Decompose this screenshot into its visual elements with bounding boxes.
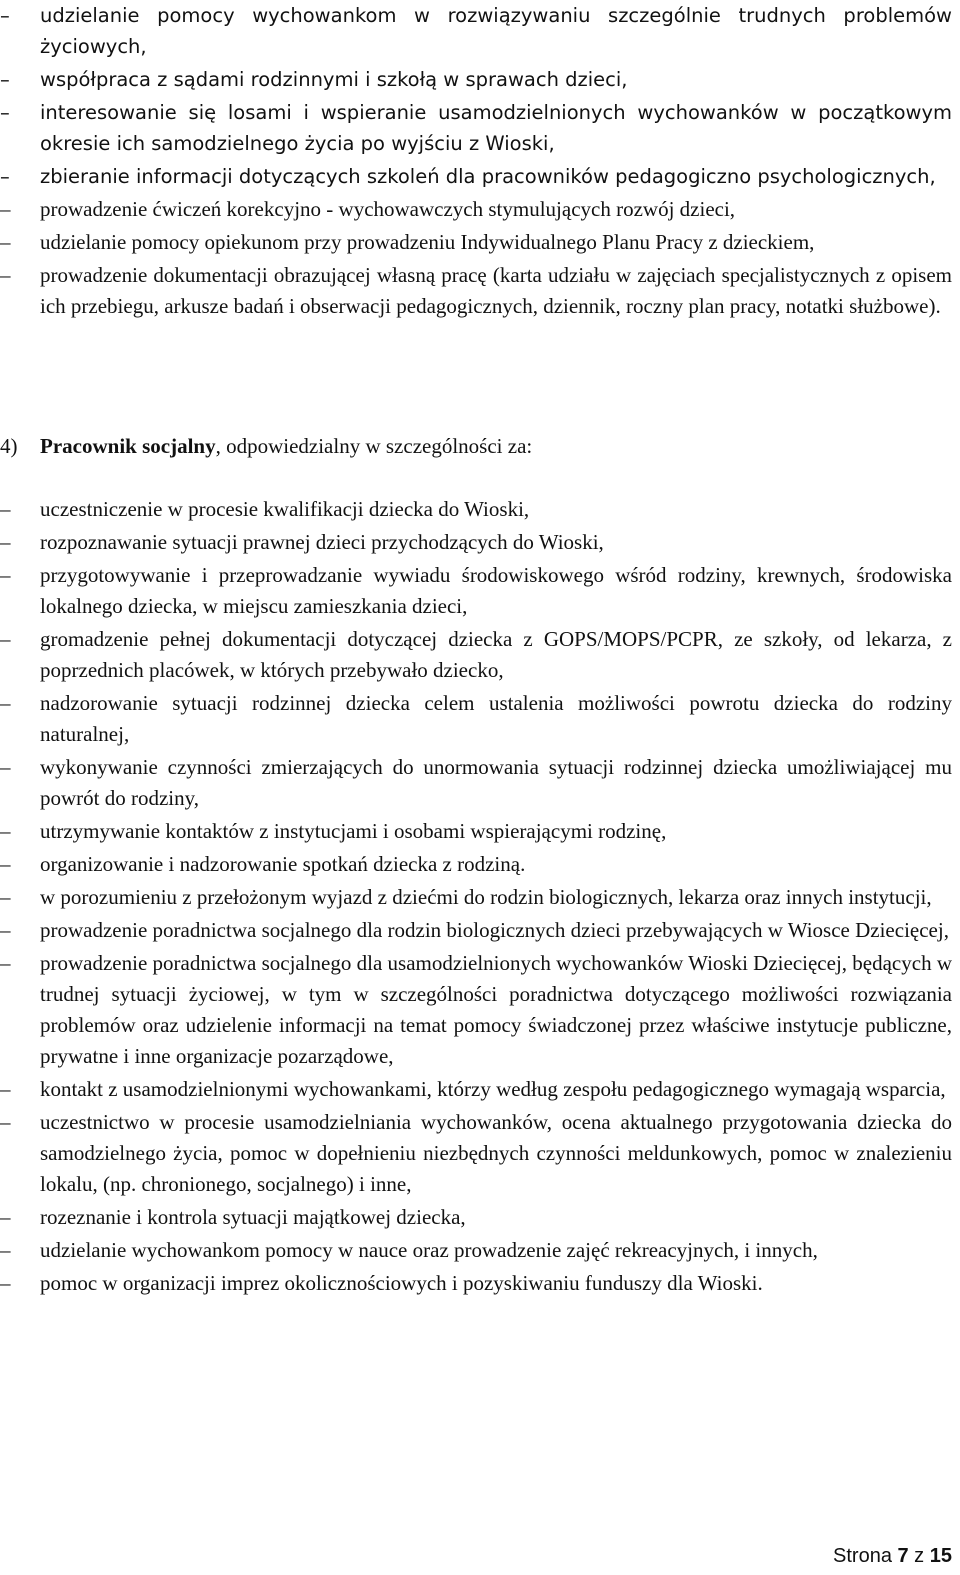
list-item-text: gromadzenie pełnej dokumentacji dotyczącej dziecka z GOPS/MOPS/PCPR, ze szkoły, od lekarza, z poprzednich placówek, w których przebywało dziecko, bbox=[40, 627, 952, 682]
list-item-text: organizowanie i nadzorowanie spotkań dziecka z rodziną. bbox=[40, 852, 526, 876]
list-item bbox=[0, 1202, 960, 1233]
bullet-dash: – bbox=[0, 497, 11, 521]
bullet-dash: – bbox=[0, 263, 11, 287]
list-item-text: przygotowywanie i przeprowadzanie wywiadu środowiskowego wśród rodziny, krewnych, środowiska lokalnego dziecka, w miejscu zamieszkania dzieci, bbox=[40, 563, 952, 618]
list-item bbox=[0, 849, 960, 880]
list-item-text: kontakt z usamodzielnionymi wychowankami, którzy według zespołu pedagogicznego wymagają wsparcia, bbox=[40, 1077, 946, 1101]
page-label: Strona bbox=[833, 1545, 898, 1567]
section-heading bbox=[0, 431, 940, 462]
bullet-dash: – bbox=[0, 530, 11, 554]
section-title: Pracownik socjalny bbox=[40, 434, 216, 458]
duties-list-social-worker bbox=[0, 494, 960, 1299]
list-item-text: utrzymywanie kontaktów z instytucjami i osobami wspierającymi rodzinę, bbox=[40, 819, 667, 843]
list-item bbox=[0, 494, 960, 525]
list-item bbox=[0, 1268, 960, 1299]
list-item-text: współpraca z sądami rodzinnymi i szkołą w sprawach dzieci, bbox=[40, 68, 628, 91]
bullet-dash: – bbox=[0, 197, 11, 221]
list-item bbox=[0, 560, 960, 622]
list-item bbox=[0, 527, 960, 558]
list-item-text: prowadzenie dokumentacji obrazującej własną pracę (karta udziału w zajęciach specjalistycznych z opisem ich przebiegu, arkusze badań i obserwacji pedagogicznych, dziennik, roczny plan pracy, notatki służbowe). bbox=[40, 263, 952, 318]
list-item-text: w porozumieniu z przełożonym wyjazd z dziećmi do rodzin biologicznych, lekarza oraz innych instytucji, bbox=[40, 885, 932, 909]
bullet-dash: – bbox=[0, 165, 10, 188]
list-item bbox=[0, 882, 960, 913]
list-item-text: udzielanie wychowankom pomocy w nauce oraz prowadzenie zajęć rekreacyjnych, i innych, bbox=[40, 1238, 818, 1262]
bullet-dash: – bbox=[0, 1238, 11, 1262]
list-item bbox=[0, 260, 960, 322]
list-item bbox=[0, 624, 960, 686]
page-separator: z bbox=[908, 1545, 930, 1567]
list-item-text: udzielanie pomocy wychowankom w rozwiązywaniu szczególnie trudnych problemów życiowych, bbox=[40, 4, 952, 58]
list-item bbox=[0, 1235, 960, 1266]
bullet-dash: – bbox=[0, 885, 11, 909]
bullet-dash: – bbox=[0, 918, 11, 942]
list-item-text: udzielanie pomocy opiekunom przy prowadzeniu Indywidualnego Planu Pracy z dzieckiem, bbox=[40, 230, 815, 254]
list-item bbox=[0, 227, 960, 258]
list-item-text: interesowanie się losami i wspieranie usamodzielnionych wychowanków w początkowym okresie ich samodzielnego życia po wyjściu z Wioski, bbox=[40, 101, 952, 155]
bullet-dash: – bbox=[0, 1110, 11, 1134]
list-item bbox=[0, 0, 960, 62]
bullet-dash: – bbox=[0, 951, 11, 975]
bullet-dash: – bbox=[0, 755, 11, 779]
list-item-text: wykonywanie czynności zmierzających do unormowania sytuacji rodzinnej dziecka umożliwiającej mu powrót do rodziny, bbox=[40, 755, 952, 810]
bullet-dash: – bbox=[0, 4, 10, 27]
list-item-text: prowadzenie poradnictwa socjalnego dla usamodzielnionych wychowanków Wioski Dziecięcej, będących w trudnej sytuacji życiowej, w tym w szczególności poradnictwa dotyczącego możliwości rozwiązania problemów oraz udzielenie informacji na temat pomocy świadczonej przez właściwe instytucje publiczne, prywatne i inne organizacje pozarządowe, bbox=[40, 951, 952, 1068]
list-item bbox=[0, 915, 960, 946]
page-number-footer bbox=[833, 1543, 952, 1569]
bullet-dash: – bbox=[0, 819, 11, 843]
list-item-text: uczestnictwo w procesie usamodzielniania wychowanków, ocena aktualnego przygotowania dziecka do samodzielnego życia, pomoc w dopełnieniu niezbędnych czynności meldunkowych, pomoc w znalezieniu lokalu, (np. chronionego, socjalnego) i inne, bbox=[40, 1110, 952, 1196]
list-item-text: rozpoznawanie sytuacji prawnej dzieci przychodzących do Wioski, bbox=[40, 530, 604, 554]
bullet-dash: – bbox=[0, 1077, 11, 1101]
total-pages: 15 bbox=[929, 1545, 952, 1567]
list-item bbox=[0, 161, 960, 192]
bullet-dash: – bbox=[0, 1205, 11, 1229]
list-item-text: prowadzenie ćwiczeń korekcyjno - wychowawczych stymulujących rozwój dzieci, bbox=[40, 197, 736, 221]
bullet-dash: – bbox=[0, 852, 11, 876]
bullet-dash: – bbox=[0, 563, 11, 587]
section-title-rest: , odpowiedzialny w szczególności za: bbox=[215, 434, 533, 458]
current-page: 7 bbox=[897, 1545, 909, 1567]
list-item bbox=[0, 948, 960, 1072]
list-item-text: uczestniczenie w procesie kwalifikacji dziecka do Wioski, bbox=[40, 497, 530, 521]
list-item-text: rozeznanie i kontrola sytuacji majątkowej dziecka, bbox=[40, 1205, 466, 1229]
duties-list-pedagogue bbox=[0, 0, 960, 322]
bullet-dash: – bbox=[0, 101, 10, 124]
list-item-text: nadzorowanie sytuacji rodzinnej dziecka celem ustalenia możliwości powrotu dziecka do rodziny naturalnej, bbox=[40, 691, 952, 746]
list-item bbox=[0, 816, 960, 847]
list-item-text: prowadzenie poradnictwa socjalnego dla rodzin biologicznych dzieci przebywających w Wiosce Dziecięcej, bbox=[40, 918, 949, 942]
list-item bbox=[0, 194, 960, 225]
list-item bbox=[0, 64, 960, 95]
list-item bbox=[0, 97, 960, 159]
list-item-text: pomoc w organizacji imprez okolicznościowych i pozyskiwaniu funduszy dla Wioski. bbox=[40, 1271, 763, 1295]
bullet-dash: – bbox=[0, 691, 11, 715]
section-number: 4) bbox=[0, 434, 18, 458]
list-item bbox=[0, 688, 960, 750]
bullet-dash: – bbox=[0, 1271, 11, 1295]
bullet-dash: – bbox=[0, 68, 10, 91]
list-item bbox=[0, 1107, 960, 1200]
bullet-dash: – bbox=[0, 627, 11, 651]
bullet-dash: – bbox=[0, 230, 11, 254]
list-item bbox=[0, 1074, 960, 1105]
list-item bbox=[0, 752, 960, 814]
list-item-text: zbieranie informacji dotyczących szkoleń dla pracowników pedagogiczno psychologicznych, bbox=[40, 165, 936, 188]
